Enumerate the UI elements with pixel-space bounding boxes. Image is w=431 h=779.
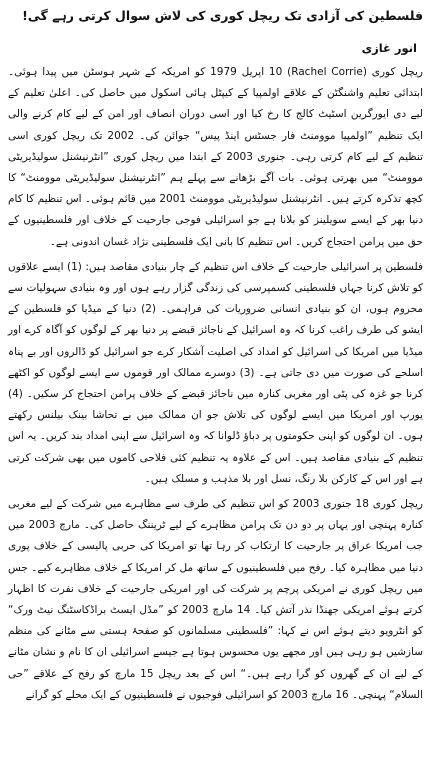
- headline: فلسطین کی آزادی تک ریچل کوری کی لاش سوال کرتی رہے گی!: [22, 8, 423, 23]
- paragraph-1: ریچل کوری (Rachel Corrie) 10 اپریل 1979 کو امریکہ کے شہر ہوسٹن میں پیدا ہوئی۔ ابتدائی تعلیم واشنگٹن کے علاقے اولمپیا کے کیپٹل ہائی اسکول میں حاصل کی۔ اعلیٰ تعلیم کے لیے دی ایورگرین اسٹیٹ کالج کا رخ کیا اور اسی دوران انصاف اور امن کے لیے کام کرنے والی ایک تنظیم ”اولمپیا موومنٹ فار جسٹس اینڈ پیس“ جوائن کی۔ 2002 تک ریچل کوری اسی تنظیم کے لیے کام کرتی رہی۔ جنوری 2003 کے ابتدا میں ریچل کوری ”انٹرنیشنل سولیڈیریٹی موومنٹ“ میں بھرتی ہوئی۔ بات آگے بڑھانے سے پہلے ہم ”انٹرنیشنل سولیڈیریٹی موومنٹ“ کا کچھ تذکرہ کرتے ہیں۔ انٹرنیشنل سولیڈیریٹی موومنٹ 2001 میں قائم ہوئی۔ اس تنظیم کا کام دنیا بھر کے ایسے سویلینز کو بلانا ہے جو اسرائیلی فوجی جارحیت کے خلاف اور فلسطینیوں کے حق میں پرامن احتجاج کریں۔ اس تنظیم کا بانی ایک فلسطینی نژاد غسان اندونی ہے۔: [8, 66, 424, 248]
- author-byline: انور غازی: [361, 41, 417, 55]
- paragraph-3: ریچل کوری 18 جنوری 2003 کو اس تنظیم کی طرف سے مظاہرے میں شرکت کے لیے مغربی کنارہ پہنچی اور یہاں پر دو دن تک پرامن مظاہرے کے لیے ٹریننگ حاصل کی۔ مارچ 2003 میں جب امریکا عراق پر جارحیت کا ارتکاب کر رہا تھا تو امریکا کی حربی پالیسی کے خلاف پوری دنیا میں مظاہرہ کیا۔ رفح میں فلسطینیوں کے ساتھ مل کر امریکا کے خلاف مظاہرے کیے۔ جس میں ریچل کوری نے امریکی پرچم پر شرکت کی اور امریکی جارحیت کے خلاف نفرت کا اظہار کرتے ہوئے امریکی جھنڈا نذر آتش کیا۔ 14 مارچ 2003 کو ”مڈل ایسٹ براڈکاسٹنگ نیٹ ورک“ کو انٹرویو دیتے ہوئے اس نے کہا: ”فلسطینی مسلمانوں کو صفحۂ ہستی سے مٹانے کی منظم سازشیں ہو رہی ہیں اور مجھے یوں محسوس ہوتا ہے جیسے اسرائیلی ان کا نام و نشان مٹانے کے لیے ان کے گھروں کو گرا رہے ہیں۔“ اس کے بعد ریچل 15 مارچ کو رفح کے علاقے ”حی السلام“ پہنچی۔ 16 مارچ 2003 کو اسرائیلی فوجیوں نے فلسطینیوں کے ایک محلے کو گرانے: [8, 498, 424, 701]
- paragraph-2: فلسطین پر اسرائیلی جارحیت کے خلاف اس تنظیم کے چار بنیادی مقاصد ہیں: (1) ایسے علاقوں کو تلاش کرنا جہاں فلسطینی کسمپرسی کی زندگی گزار رہے ہوں اور وہ بنیادی سہولیات سے محروم ہوں، ان کو بنیادی انسانی ضروریات کی فراہمی۔ (2) دنیا کے میڈیا کو فلسطین کے ایشو کی طرف راغب کرنا کہ وہ اسرائیل کے ناجائز قبضے پر دنیا بھر کے لوگوں کو آگاہ کرے اور میڈیا میں امریکا کی اسرائیل کو امداد کی اصلیت آشکار کرے جو اسرائیل کو ڈالروں اور بے پناہ اسلحے کی صورت میں دی جاتی ہے۔ (3) دوسرے ممالک اور قوموں سے ایسے لوگوں کو اکٹھے کرنا جو غزہ کی پٹی اور مغربی کنارہ میں ناجائز قبضے کے خلاف پرامن احتجاج کر سکیں۔ (4) یورپ اور امریکا میں ایسے لوگوں کی تلاش جو ان ممالک میں بے تحاشا بینک بیلنس رکھتے ہوں۔ ان لوگوں کو اپنی حکومتوں پر دباؤ ڈلوانا کہ وہ اسرائیل سے اپنی امداد بند کریں۔ یہ اس تنظیم کے بنیادی مقاصد ہیں۔ اس کے علاوہ یہ تنظیم کئی فلاحی کاموں میں بھی شرکت کرتی ہے اور اس کے کارکن بلا رنگ، نسل اور بلا مذہب و مسلک ہیں۔: [8, 260, 423, 485]
